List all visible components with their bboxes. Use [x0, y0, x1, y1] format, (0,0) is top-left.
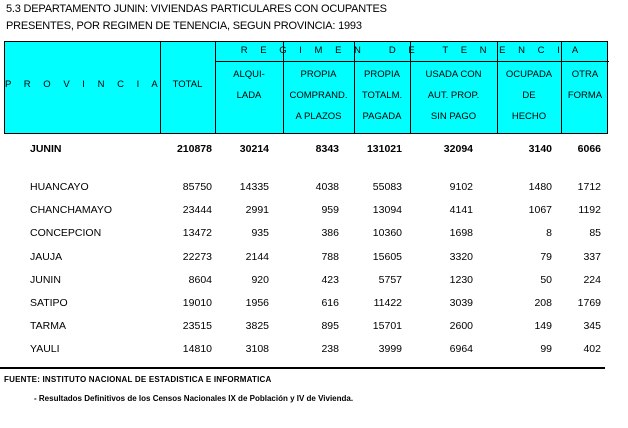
header-comprand-1: PROPIA	[300, 69, 337, 80]
header-alquilada-2: LADA	[236, 90, 262, 101]
row-total: 210878	[176, 143, 212, 155]
table-row	[0, 274, 628, 292]
census-note: - Resultados Definitivos de los Censos Nacionales IX de Población y IV de Vivienda.	[34, 394, 354, 403]
row-usada: 2600	[449, 320, 473, 332]
row-provincia: JUNIN	[30, 143, 62, 155]
header-comprand-3: A PLAZOS	[295, 111, 342, 122]
row-otra: 345	[583, 320, 601, 332]
header-totalm-3: PAGADA	[362, 111, 402, 122]
row-ocupada: 79	[540, 251, 552, 263]
row-provincia: CHANCHAMAYO	[30, 204, 113, 216]
row-comprand: 895	[321, 320, 339, 332]
row-total: 23515	[182, 320, 212, 332]
header-totalm-2: TOTALM.	[361, 90, 403, 101]
row-ocupada: 50	[540, 274, 552, 286]
row-otra: 402	[583, 343, 601, 355]
row-alquilada: 3108	[245, 343, 269, 355]
row-totalm: 15605	[372, 251, 402, 263]
header-otra-2: FORMA	[567, 90, 603, 101]
row-comprand: 386	[321, 227, 339, 239]
row-alquilada: 2144	[245, 251, 269, 263]
table-row	[0, 343, 628, 361]
row-totalm: 10360	[372, 227, 402, 239]
row-totalm: 3999	[378, 343, 402, 355]
row-totalm: 11422	[373, 297, 402, 309]
row-otra: 1712	[577, 181, 601, 193]
row-otra: 1192	[578, 204, 601, 216]
header-alquilada-1: ALQUI-	[233, 69, 265, 80]
row-otra: 6066	[577, 143, 601, 155]
row-otra: 224	[583, 274, 601, 286]
row-totalm: 5757	[378, 274, 402, 286]
row-alquilada: 14335	[239, 181, 269, 193]
row-alquilada: 30214	[239, 143, 269, 155]
header-total: TOTAL	[172, 79, 203, 90]
row-otra: 85	[589, 227, 601, 239]
row-ocupada: 1480	[528, 181, 552, 193]
row-otra: 337	[583, 251, 601, 263]
table-title-line-1: 5.3 DEPARTAMENTO JUNIN: VIVIENDAS PARTICULARES CON OCUPANTES	[6, 3, 387, 15]
row-usada: 1698	[449, 227, 473, 239]
row-alquilada: 935	[251, 227, 269, 239]
row-ocupada: 149	[534, 320, 552, 332]
header-comprand-2: COMPRAND.	[289, 90, 348, 101]
row-usada: 9102	[449, 181, 473, 193]
row-usada: 3039	[449, 297, 473, 309]
row-otra: 1769	[577, 297, 601, 309]
row-ocupada: 208	[534, 297, 552, 309]
row-alquilada: 920	[251, 274, 269, 286]
row-comprand: 238	[321, 343, 339, 355]
row-ocupada: 8	[546, 227, 552, 239]
row-provincia: JUNIN	[30, 274, 61, 286]
row-totalm: 15701	[372, 320, 402, 332]
row-total: 19010	[182, 297, 212, 309]
row-total: 23444	[182, 204, 212, 216]
header-usada-1: USADA CON	[425, 69, 482, 80]
row-usada: 32094	[443, 143, 473, 155]
row-provincia: TARMA	[30, 320, 66, 332]
row-ocupada: 1067	[528, 204, 552, 216]
header-provincia: P R O V I N C I A	[5, 79, 163, 90]
row-comprand: 8343	[315, 143, 339, 155]
row-totalm: 131021	[366, 143, 402, 155]
row-provincia: JAUJA	[30, 251, 63, 263]
row-ocupada: 99	[540, 343, 552, 355]
table-row	[0, 227, 628, 245]
row-total: 13472	[182, 227, 212, 239]
row-provincia: YAULI	[30, 343, 60, 355]
table-row	[0, 320, 628, 338]
row-total: 14810	[182, 343, 212, 355]
table-row	[0, 297, 628, 315]
header-ocupada-3: HECHO	[511, 111, 547, 122]
row-usada: 1230	[449, 274, 473, 286]
row-alquilada: 3825	[245, 320, 269, 332]
header-usada-2: AUT. PROP.	[427, 90, 480, 101]
row-usada: 3320	[449, 251, 473, 263]
table-header	[4, 41, 608, 134]
row-usada: 4141	[449, 204, 473, 216]
header-ocupada-1: OCUPADA	[505, 69, 553, 80]
header-ocupada-2: DE	[522, 90, 536, 101]
total-row	[0, 143, 628, 161]
row-provincia: SATIPO	[30, 297, 68, 309]
row-comprand: 788	[321, 251, 339, 263]
row-totalm: 55083	[372, 181, 402, 193]
header-totalm-1: PROPIA	[364, 69, 400, 80]
row-total: 22273	[182, 251, 212, 263]
row-comprand: 616	[321, 297, 339, 309]
row-total: 8604	[188, 274, 212, 286]
row-total: 85750	[182, 181, 212, 193]
table-row	[0, 251, 628, 269]
row-comprand: 959	[321, 204, 339, 216]
table-row	[0, 204, 628, 222]
footer-rule	[0, 367, 605, 369]
row-ocupada: 3140	[528, 143, 552, 155]
header-usada-3: SIN PAGO	[430, 111, 477, 122]
row-provincia: CONCEPCION	[30, 227, 102, 239]
row-totalm: 13094	[372, 204, 402, 216]
table-title-line-2: PRESENTES, POR REGIMEN DE TENENCIA, SEGUN PROVINCIA: 1993	[6, 20, 362, 32]
row-usada: 6964	[449, 343, 473, 355]
header-otra-1: OTRA	[571, 69, 599, 80]
table-row	[0, 181, 628, 199]
source-note: FUENTE: INSTITUTO NACIONAL DE ESTADISTICA E INFORMATICA	[4, 375, 272, 384]
row-alquilada: 1956	[245, 297, 269, 309]
header-regimen: R E G I M E N D E T E N E N C I A	[240, 45, 584, 56]
row-provincia: HUANCAYO	[30, 181, 89, 193]
row-comprand: 423	[321, 274, 339, 286]
row-alquilada: 2991	[245, 204, 269, 216]
row-comprand: 4038	[315, 181, 339, 193]
